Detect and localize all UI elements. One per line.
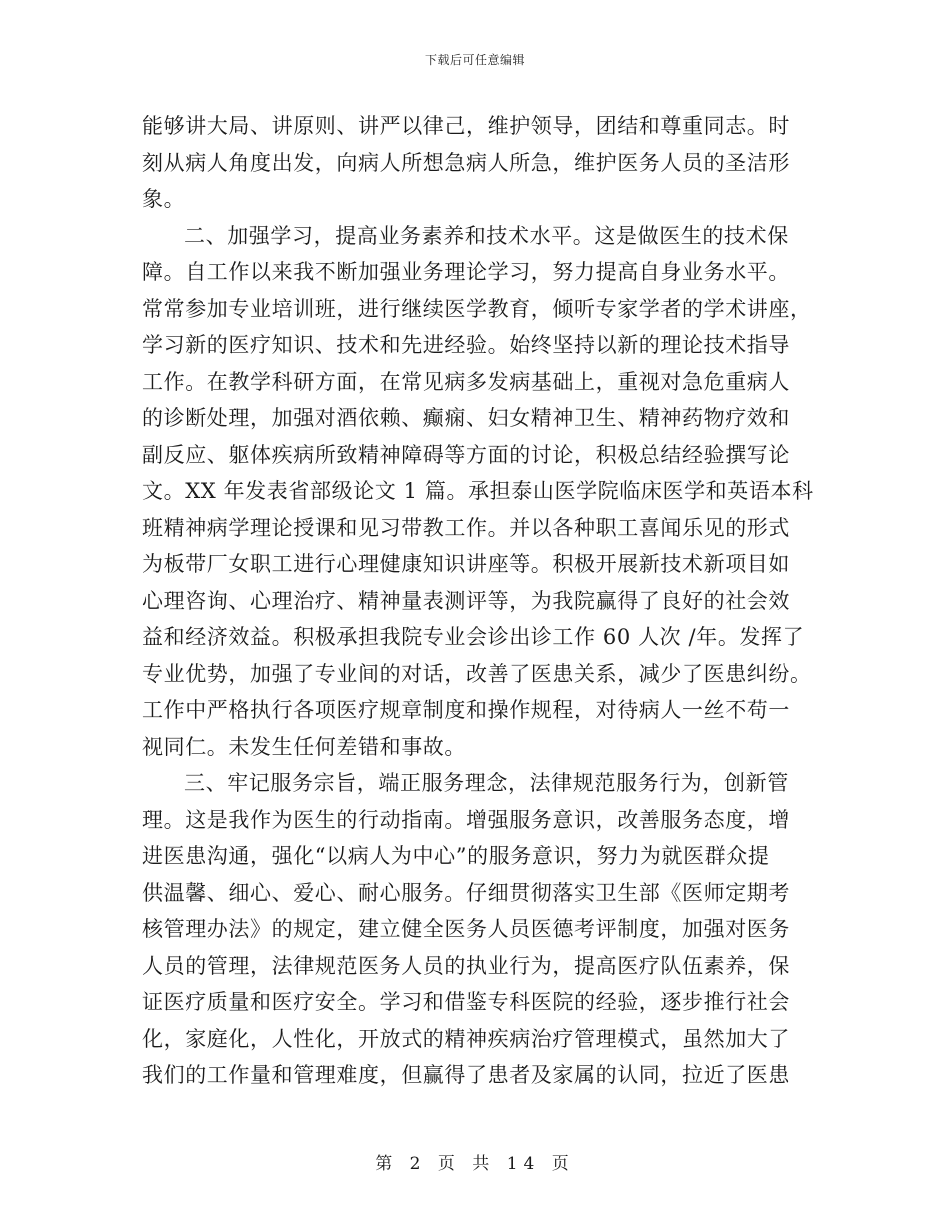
text-line: 副反应、躯体疾病所致精神障碍等方面的讨论，积极总结经验撰写论	[142, 442, 790, 467]
text-line: 益和经济效益。积极承担我院专业会诊出诊工作 60 人次 /年。发挥了	[142, 625, 805, 649]
text-line: 工作中严格执行各项医疗规章制度和操作规程，对待病人一丝不苟一	[142, 698, 790, 722]
text-line: 学习新的医疗知识、技术和先进经验。始终坚持以新的理论技术指导	[142, 333, 790, 357]
text-line: 常常参加专业培训班，进行继续医学教育，倾听专家学者的学术讲座，	[142, 296, 812, 321]
text-line: 视同仁。未发生任何差错和事故。	[142, 734, 466, 759]
text-line: 班精神病学理论授课和见习带教工作。并以各种职工喜闻乐见的形式	[142, 515, 790, 540]
text-line: 为板带厂女职工进行心理健康知识讲座等。积极开展新技术新项目如	[142, 552, 790, 576]
text-line: 供温馨、细心、爱心、耐心服务。仔细贯彻落实卫生部《医师定期考	[142, 880, 790, 905]
header-note: 下载后可任意编辑	[424, 53, 525, 67]
text-line: 化，家庭化，人性化，开放式的精神疾病治疗管理模式，虽然加大了	[142, 1026, 790, 1051]
text-line: 能够讲大局、讲原则、讲严以律己，维护领导，团结和尊重同志。时	[142, 114, 790, 138]
body-text	[142, 108, 814, 1094]
text-line: 专业优势，加强了专业间的对话，改善了医患关系，减少了医患纠纷。	[142, 661, 812, 686]
text-line: 象。	[142, 187, 186, 211]
section-heading-line: 三、牢记服务宗旨，端正服务理念，法律规范服务行为，创新管	[184, 771, 789, 795]
text-line: 我们的工作量和管理难度，但赢得了患者及家属的认同，拉近了医患	[142, 1063, 790, 1087]
text-line: 的诊断处理，加强对酒依赖、癫痫、妇女精神卫生、精神药物疗效和	[142, 406, 790, 430]
text-line: 工作。在教学科研方面，在常见病多发病基础上，重视对急危重病人	[142, 369, 790, 394]
text-line: 进医患沟通，强化“以病人为中心”的服务意识，努力为就医群众提	[142, 844, 770, 868]
section-heading-line: 二、加强学习，提高业务素养和技术水平。这是做医生的技术保	[184, 223, 789, 248]
text-line: 理。这是我作为医生的行动指南。增强服务意识，改善服务态度，增	[142, 807, 790, 832]
text-line: 刻从病人角度出发，向病人所想急病人所急，维护医务人员的圣洁形	[142, 150, 790, 175]
text-line: 心理咨询、心理治疗、精神量表测评等，为我院赢得了良好的社会效	[142, 588, 790, 613]
text-line: 核管理办法》的规定，建立健全医务人员医德考评制度，加强对医务	[142, 917, 790, 941]
text-line: 文。XX 年发表省部级论文 1 篇。承担泰山医学院临床医学和英语本科	[142, 479, 814, 503]
text-line: 人员的管理，法律规范医务人员的执业行为，提高医疗队伍素养，保	[142, 953, 790, 978]
page-number: 第 2 页 共 14 页	[375, 1154, 575, 1174]
text-line: 证医疗质量和医疗安全。学习和借鉴专科医院的经验，逐步推行社会	[142, 990, 790, 1014]
text-line: 障。自工作以来我不断加强业务理论学习，努力提高自身业务水平。	[142, 260, 790, 284]
